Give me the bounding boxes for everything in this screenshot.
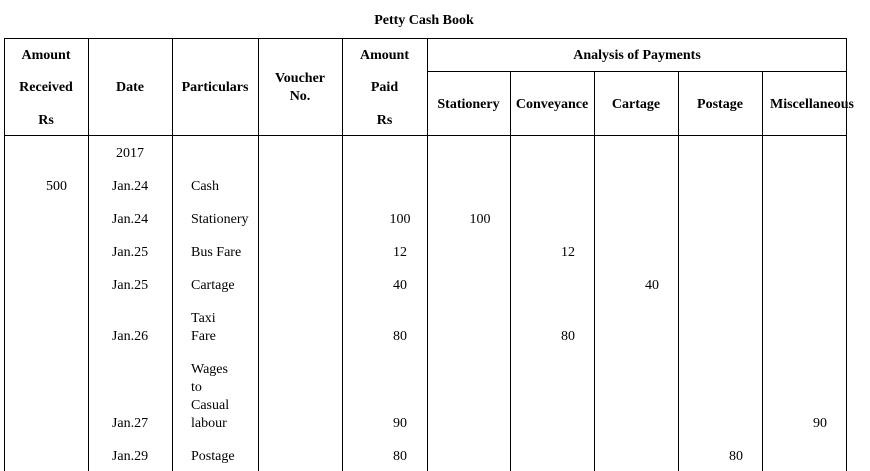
row-7-postage: 80	[729, 449, 743, 464]
row-5-particulars-line-2: Fare	[191, 329, 216, 344]
page-title: Petty Cash Book	[374, 13, 474, 28]
header-postage: Postage	[697, 97, 743, 112]
row-6-particulars-line-4: labour	[191, 416, 227, 431]
row-1-date: Jan.24	[111, 179, 149, 194]
header-amount-paid-3: Rs	[376, 113, 393, 128]
row-6-particulars-line-3: Casual	[191, 398, 230, 413]
row-1-particulars: Cash	[191, 179, 219, 194]
header-amount-paid-1: Amount	[359, 48, 409, 63]
row-2-date: Jan.24	[111, 212, 149, 227]
row-7-paid: 80	[393, 449, 407, 464]
row-5-particulars-line-1: Taxi	[191, 311, 216, 326]
header-analysis-of-payments: Analysis of Payments	[573, 48, 701, 63]
row-6-particulars-line-1: Wages	[191, 362, 228, 377]
header-amount-received-3: Rs	[38, 113, 54, 128]
row-3-conveyance: 12	[561, 245, 575, 260]
row-2-paid: 100	[389, 212, 411, 227]
row-7-particulars: Postage	[191, 449, 235, 464]
row-2-particulars: Stationery	[191, 212, 249, 227]
row-1-received: 500	[46, 179, 67, 194]
header-conveyance: Conveyance	[515, 97, 589, 112]
header-amount-received-2: Received	[19, 80, 73, 95]
row-6-particulars-line-2: to	[191, 380, 202, 395]
row-6-paid: 90	[393, 416, 407, 431]
header-voucher-2: No.	[289, 89, 311, 104]
row-4-paid: 40	[393, 278, 407, 293]
header-date: Date	[116, 80, 144, 95]
row-2-stationery: 100	[469, 212, 491, 227]
row-7-date: Jan.29	[111, 449, 149, 464]
header-voucher-1: Voucher	[274, 71, 326, 86]
row-5-paid: 80	[393, 329, 407, 344]
row-year-date: 2017	[116, 146, 144, 161]
row-6-date: Jan.27	[111, 416, 149, 431]
row-3-paid: 12	[393, 245, 407, 260]
header-cartage: Cartage	[611, 97, 661, 112]
row-6-misc: 90	[813, 416, 827, 431]
row-4-particulars: Cartage	[191, 278, 235, 293]
header-particulars: Particulars	[181, 80, 249, 95]
row-3-date: Jan.25	[111, 245, 149, 260]
row-5-date: Jan.26	[111, 329, 149, 344]
header-amount-paid-2: Paid	[370, 80, 399, 95]
header-amount-received-1: Amount	[21, 48, 71, 63]
header-miscellaneous: Miscellaneous	[770, 97, 854, 112]
row-4-cartage: 40	[645, 278, 659, 293]
row-3-particulars: Bus Fare	[191, 245, 242, 260]
row-4-date: Jan.25	[111, 278, 149, 293]
header-stationery: Stationery	[437, 97, 500, 112]
row-5-conveyance: 80	[561, 329, 575, 344]
